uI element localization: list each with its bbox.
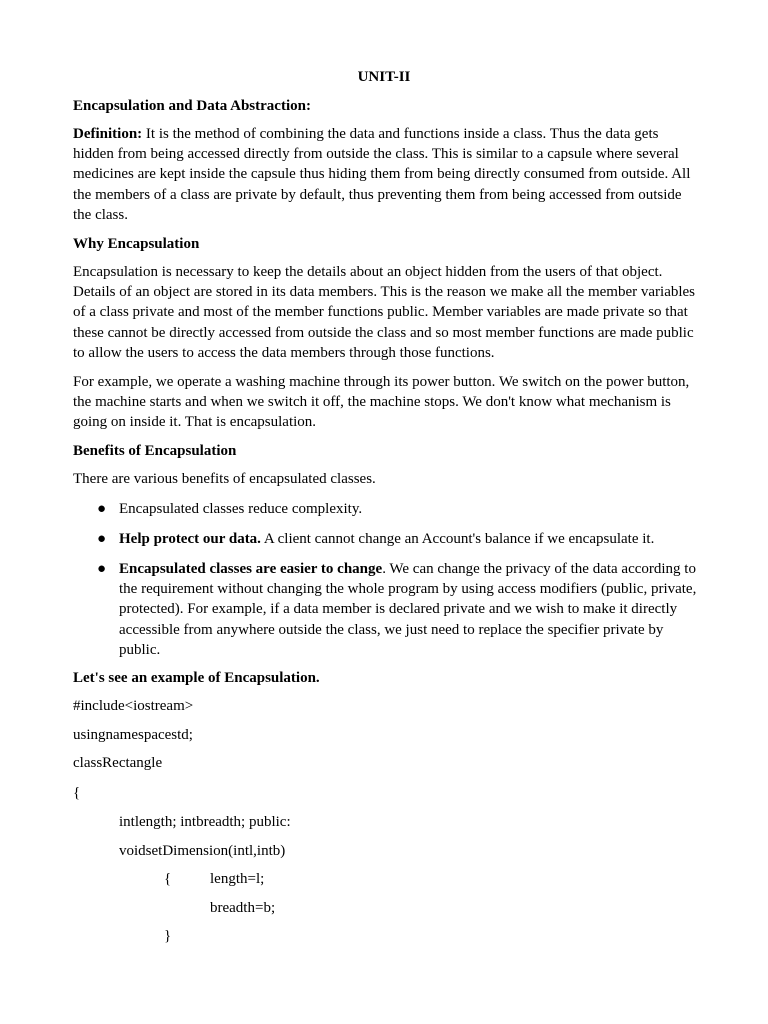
bullet-icon: ● bbox=[97, 501, 107, 517]
definition-text: It is the method of combining the data and functions inside a class. Thus the data gets hidden from being accessed directly from outside the class. This is similar to a capsule where several medicines are kept inside the capsule thus hiding them from being directly consumed from outside. All the members of a class are private by default, thus preventing them from being accessed from outside the class. bbox=[73, 126, 691, 223]
list-item bbox=[119, 499, 701, 519]
list-item bbox=[119, 559, 701, 660]
code-line: intlength; intbreadth; public: bbox=[119, 814, 291, 830]
definition-label: Definition: bbox=[73, 126, 143, 142]
list-item-bold: Help protect our data. bbox=[119, 531, 261, 547]
code-line: { bbox=[73, 785, 81, 801]
section-heading-why: Why Encapsulation bbox=[73, 236, 200, 252]
code-line: classRectangle bbox=[73, 755, 163, 771]
definition-paragraph bbox=[73, 124, 699, 225]
section-heading-benefits: Benefits of Encapsulation bbox=[73, 443, 237, 459]
bullet-icon: ● bbox=[97, 561, 107, 577]
example-paragraph: For example, we operate a washing machine through its power button. We switch on the power button, the machine starts and when we switch it off, the machine stops. We don't know what mechanism is going on inside it. That is encapsulation. bbox=[73, 374, 690, 431]
code-line: voidsetDimension(intl,intb) bbox=[119, 843, 286, 859]
why-paragraph: Encapsulation is necessary to keep the details about an object hidden from the users of that object. Details of an object are stored in its data members. This is the reason we make all the member variables of a class private and most of the member functions public. Member variables are made private so that these cannot be directly accessed from outside the class and so most member functions are made public to allow the users to access the data members through those functions. bbox=[73, 264, 696, 361]
code-line: usingnamespacestd; bbox=[73, 727, 193, 743]
bullet-icon: ● bbox=[97, 531, 107, 547]
code-line: length=l; bbox=[210, 871, 265, 887]
list-item-text: A client cannot change an Account's balance if we encapsulate it. bbox=[260, 531, 655, 547]
code-line: } bbox=[164, 928, 172, 944]
list-item-bold: Encapsulated classes are easier to change bbox=[119, 561, 383, 577]
list-item bbox=[119, 529, 701, 549]
benefits-intro: There are various benefits of encapsulated classes. bbox=[73, 471, 376, 487]
section-heading-encapsulation: Encapsulation and Data Abstraction: bbox=[73, 98, 311, 114]
code-line: breadth=b; bbox=[210, 900, 276, 916]
code-line: #include<iostream> bbox=[73, 698, 194, 714]
code-line: { bbox=[164, 871, 172, 887]
section-heading-example: Let's see an example of Encapsulation. bbox=[73, 670, 320, 686]
page-title: UNIT-II bbox=[357, 69, 411, 85]
list-item-text: . We can change the privacy of the data according to the requirement without changing the whole program by using access modifiers (public, private, protected). For example, if a data member is declared private and we wish to make it directly accessible from anywhere outside the class, we just need to replace the specifier private by public. bbox=[119, 561, 697, 658]
list-item-text: Encapsulated classes reduce complexity. bbox=[119, 501, 363, 517]
